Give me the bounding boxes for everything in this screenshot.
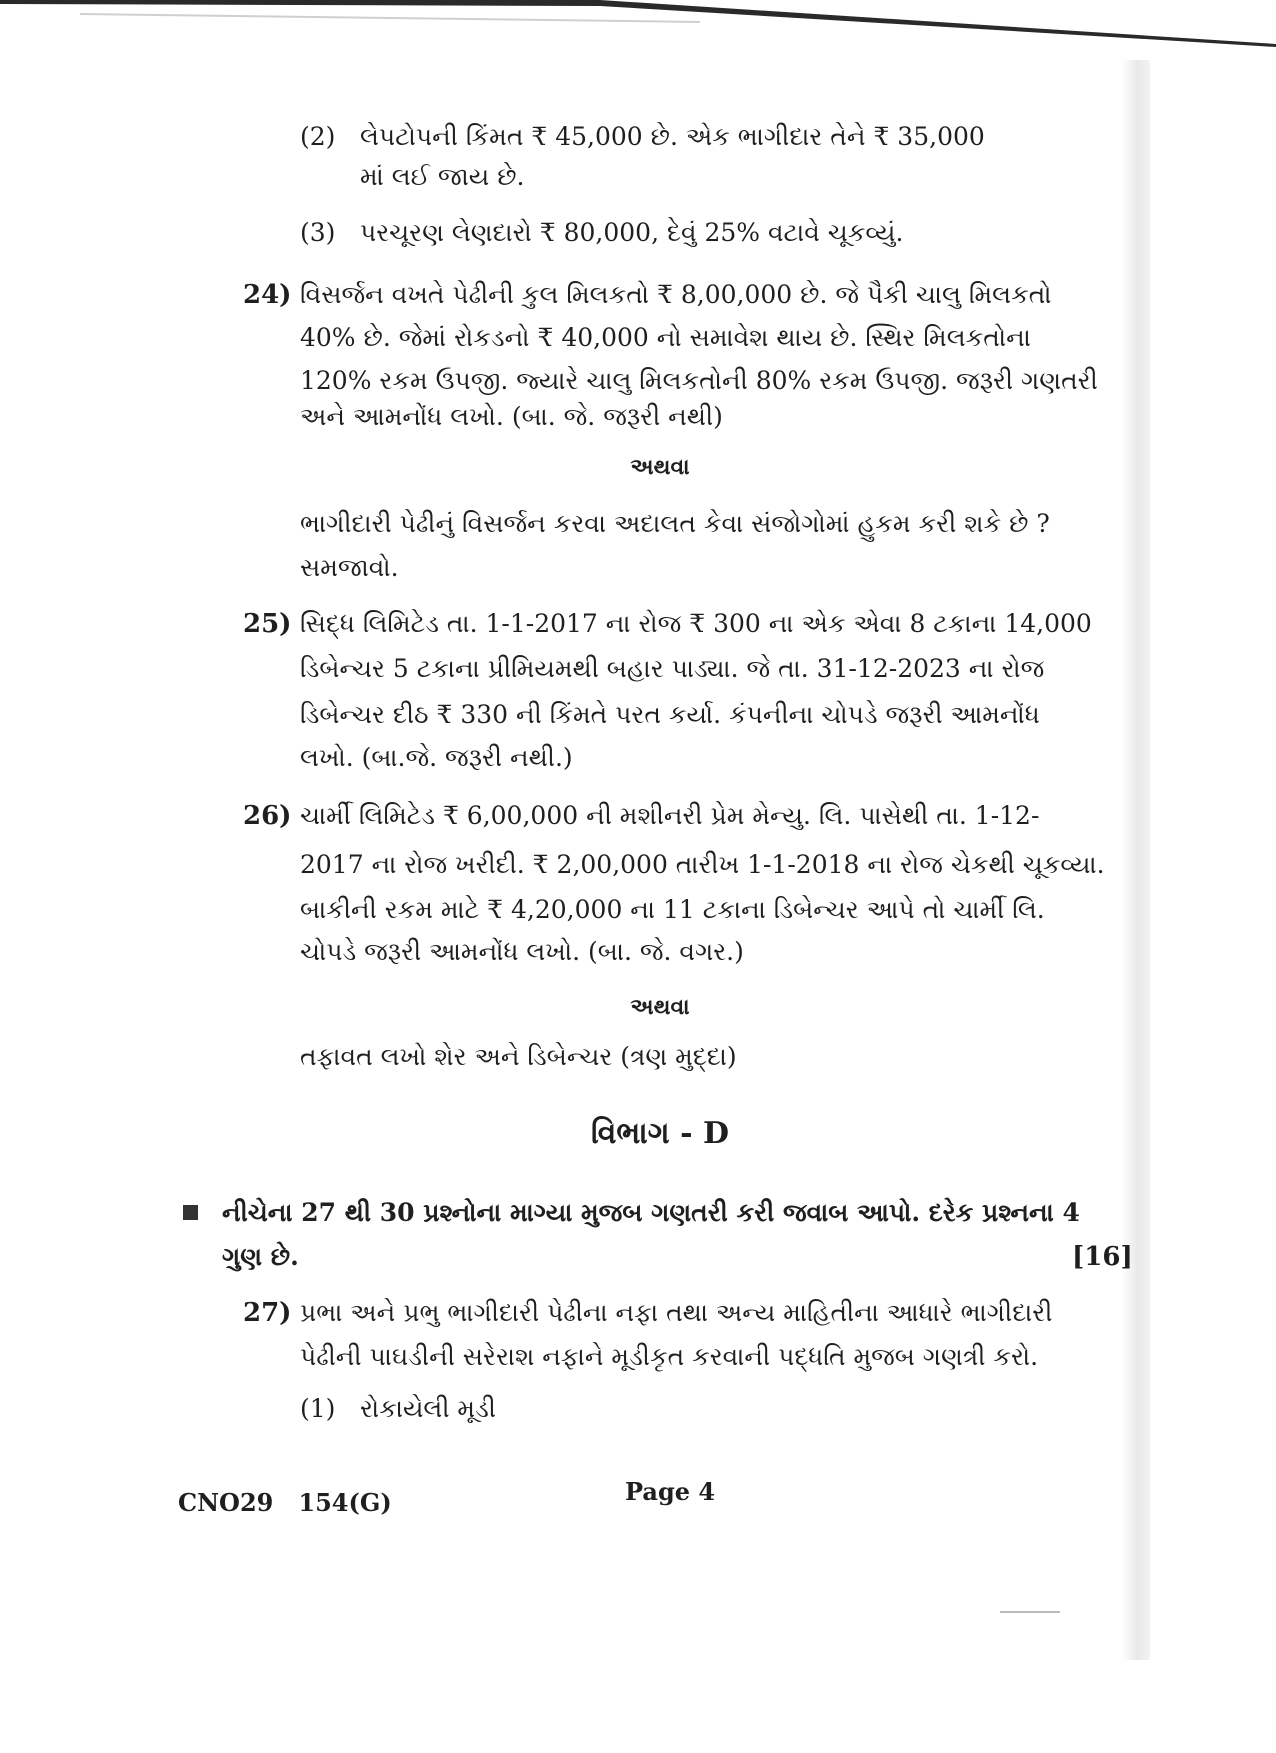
text-line: ડિબેન્ચર દીઠ ₹ 330 ની કિંમતે પરત કર્યા. કંપનીના ચોપડે જરૂરી આમનોંધ: [300, 700, 1040, 729]
section-marks: [16]: [1072, 1242, 1133, 1272]
text-line: તફાવત લખો શેર અને ડિબેન્ચર (ત્રણ મુદ્દા): [300, 1042, 737, 1071]
page-number: Page 4: [625, 1477, 716, 1506]
text-line: સિદ્ધ લિમિટેડ તા. 1-1-2017 ના રોજ ₹ 300 ના એક એવા 8 ટકાના 14,000: [300, 609, 1092, 638]
question-number: 27): [243, 1298, 292, 1328]
text-line: રોકાયેલી મૂડી: [360, 1394, 496, 1423]
question-number: 25): [243, 609, 292, 639]
question-number: 26): [243, 801, 292, 831]
text-line: સમજાવો.: [300, 553, 399, 582]
item-number: (3): [300, 218, 336, 247]
question-number: 24): [243, 280, 292, 310]
text-line: લેપટોપની કિંમત ₹ 45,000 છે. એક ભાગીદાર તેને ₹ 35,000: [360, 122, 985, 151]
text-line: પરચૂરણ લેણદારો ₹ 80,000, દેવું 25% વટાવે ચૂકવ્યું.: [360, 218, 904, 247]
section-title: વિભાગ - D: [590, 1116, 730, 1151]
square-bullet-icon: [183, 1205, 198, 1220]
text-line: 120% રકમ ઉપજી. જ્યારે ચાલુ મિલકતોની 80% રકમ ઉપજી. જરૂરી ગણતરી: [300, 366, 1098, 395]
text-line: ચાર્મી લિમિટેડ ₹ 6,00,000 ની મશીનરી પ્રેમ મેન્યુ. લિ. પાસેથી તા. 1-12-: [300, 801, 1040, 830]
paper-code: CNO29 154(G): [178, 1488, 392, 1517]
item-number: (2): [300, 122, 336, 151]
text-line: પેઢીની પાઘડીની સરેરાશ નફાને મૂડીકૃત કરવાની પદ્ધતિ મુજબ ગણત્રી કરો.: [300, 1342, 1039, 1371]
text-line: ચોપડે જરૂરી આમનોંધ લખો. (બા. જે. વગર.): [300, 937, 744, 966]
text-line: લખો. (બા.જે. જરૂરી નથી.): [300, 743, 573, 772]
text-line: માં લઈ જાય છે.: [360, 162, 525, 191]
text-line: પ્રભા અને પ્રભુ ભાગીદારી પેઢીના નફા તથા અન્ય માહિતીના આધારે ભાગીદારી: [300, 1298, 1053, 1327]
text-line: બાકીની રકમ માટે ₹ 4,20,000 ના 11 ટકાના ડિબેન્ચર આપે તો ચાર્મી લિ.: [300, 895, 1045, 924]
or-label: અથવા: [630, 454, 690, 480]
section-instruction: ગુણ છે.: [222, 1242, 299, 1271]
item-number: (1): [300, 1394, 336, 1423]
text-line: 2017 ના રોજ ખરીદી. ₹ 2,00,000 તારીખ 1-1-2018 ના રોજ ચેકથી ચૂકવ્યા.: [300, 850, 1105, 879]
text-line: અને આમનોંધ લખો. (બા. જે. જરૂરી નથી): [300, 402, 723, 431]
section-instruction: નીચેના 27 થી 30 પ્રશ્નોના માગ્યા મુજબ ગણતરી કરી જવાબ આપો. દરેક પ્રશ્નના 4: [222, 1198, 1080, 1227]
or-label: અથવા: [630, 994, 690, 1020]
text-line: વિસર્જન વખતે પેઢીની કુલ મિલકતો ₹ 8,00,000 છે. જે પૈકી ચાલુ મિલકતો: [300, 280, 1052, 309]
text-line: ભાગીદારી પેઢીનું વિસર્જન કરવા અદાલત કેવા સંજોગોમાં હુકમ કરી શકે છે ?: [300, 509, 1050, 538]
text-line: 40% છે. જેમાં રોકડનો ₹ 40,000 નો સમાવેશ થાય છે. સ્થિર મિલકતોના: [300, 323, 1031, 352]
text-line: ડિબેન્ચર 5 ટકાના પ્રીમિયમથી બહાર પાડ્યા. જે તા. 31-12-2023 ના રોજ: [300, 654, 1045, 683]
